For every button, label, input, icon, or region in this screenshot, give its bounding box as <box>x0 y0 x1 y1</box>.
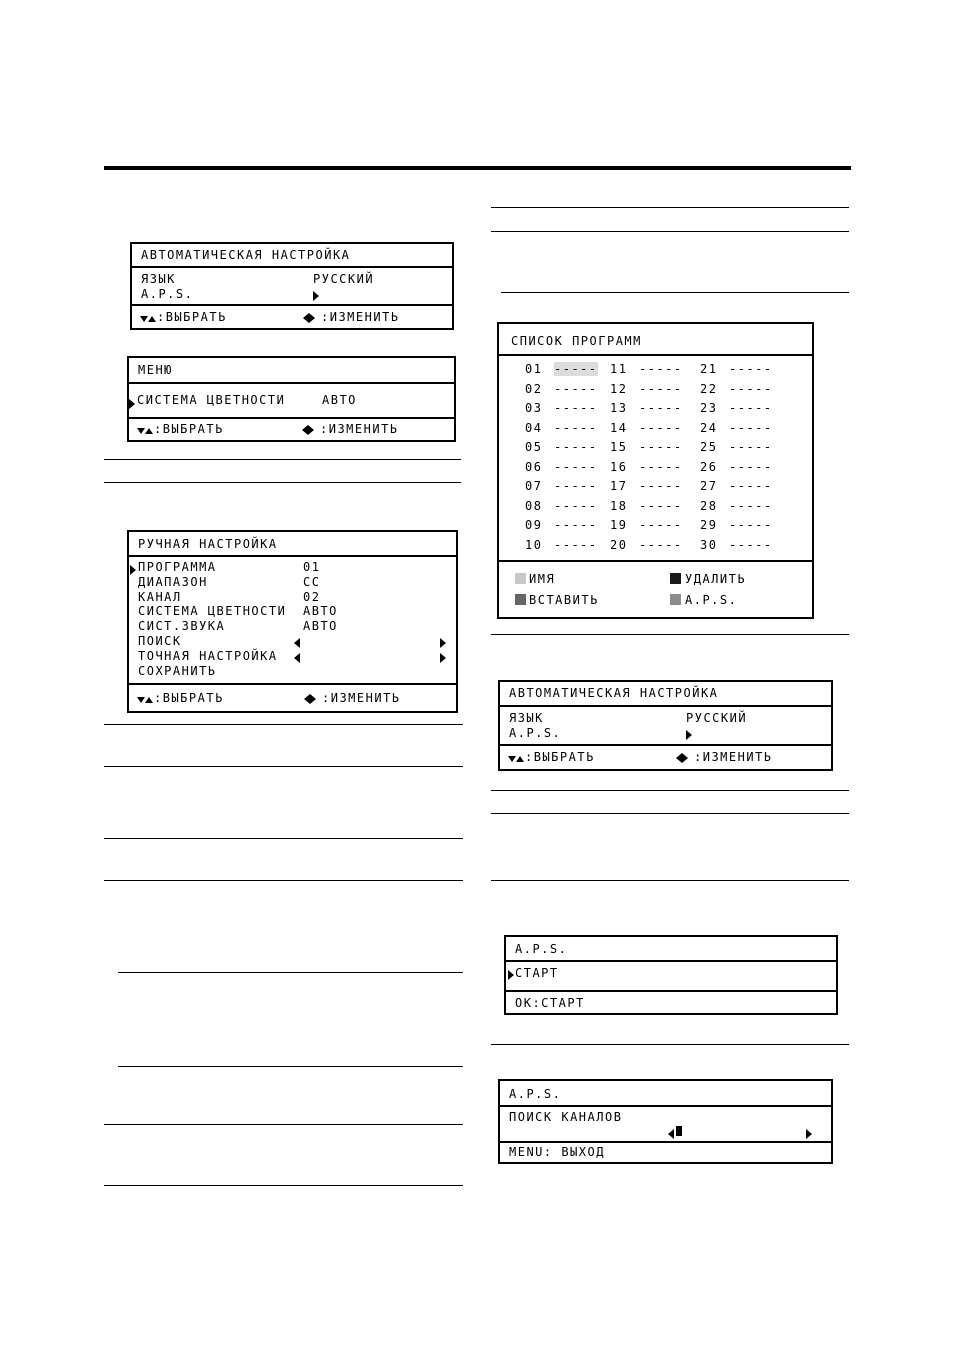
language-value[interactable]: РУССКИЙ <box>686 711 748 725</box>
program-name-slot[interactable]: ----- <box>554 362 598 376</box>
divider <box>491 790 849 791</box>
menu-item-value[interactable]: АВТО <box>303 604 338 618</box>
left-right-arrows-icon <box>304 691 316 705</box>
divider <box>491 1044 849 1045</box>
program-number[interactable]: 01 <box>525 362 543 376</box>
program-name-slot[interactable]: ----- <box>554 381 598 396</box>
search-right-arrow-icon[interactable] <box>440 635 446 649</box>
language-label: ЯЗЫК <box>141 272 176 286</box>
select-hint: :ВЫБРАТЬ <box>154 422 224 436</box>
panel-title: A.P.S. <box>515 942 568 956</box>
search-progress-fill <box>676 1126 682 1136</box>
program-number[interactable]: 29 <box>700 518 718 532</box>
down-up-arrows-icon <box>508 751 524 765</box>
menu-item-label[interactable]: ДИАПАЗОН <box>138 575 208 589</box>
program-name-slot[interactable]: ----- <box>639 440 683 454</box>
search-channels-label: ПОИСК КАНАЛОВ <box>509 1110 623 1124</box>
fine-tune-right-arrow-icon[interactable] <box>440 650 446 664</box>
divider <box>118 1066 463 1067</box>
program-number[interactable]: 13 <box>610 401 628 415</box>
program-grid <box>499 356 812 562</box>
panel-title: АВТОМАТИЧЕСКАЯ НАСТРОЙКА <box>141 248 351 262</box>
cursor-arrow-icon <box>508 967 514 981</box>
program-name-slot[interactable]: ----- <box>554 479 598 493</box>
arrow-right-icon[interactable] <box>313 288 319 302</box>
divider <box>104 1185 463 1186</box>
panel-title: РУЧНАЯ НАСТРОЙКА <box>138 537 278 551</box>
select-hint: :ВЫБРАТЬ <box>154 691 224 705</box>
change-hint: :ИЗМЕНИТЬ <box>320 422 399 436</box>
legend-midgray-square-icon <box>670 594 681 605</box>
menu-item-label[interactable]: ПРОГРАММА <box>138 560 217 574</box>
divider <box>501 292 849 293</box>
menu-item-value[interactable]: CC <box>303 575 321 589</box>
menu-item-value[interactable]: АВТО <box>303 619 338 633</box>
program-name-slot[interactable]: ----- <box>639 401 683 415</box>
program-list-panel <box>497 322 814 619</box>
program-number[interactable]: 12 <box>610 381 628 396</box>
program-name-slot[interactable]: ----- <box>729 362 773 376</box>
menu-item-label[interactable]: СИСТ.ЗВУКА <box>138 619 226 633</box>
divider <box>104 838 463 839</box>
auto-setup-panel <box>498 680 833 771</box>
program-number[interactable]: 05 <box>525 440 543 454</box>
header-rule <box>104 166 851 170</box>
divider <box>118 972 463 973</box>
program-number[interactable]: 14 <box>610 420 628 435</box>
program-number[interactable]: 15 <box>610 440 628 454</box>
program-number[interactable]: 30 <box>700 537 718 552</box>
legend-delete[interactable]: УДАЛИТЬ <box>685 572 747 586</box>
manual-setup-panel <box>127 530 458 713</box>
aps-start-panel <box>504 935 838 1015</box>
program-number[interactable]: 27 <box>700 479 718 493</box>
legend-insert[interactable]: ВСТАВИТЬ <box>529 593 599 607</box>
program-name-slot[interactable]: ----- <box>639 537 683 552</box>
program-number[interactable]: 04 <box>525 420 543 435</box>
menu-item-label[interactable]: СОХРАНИТЬ <box>138 664 217 678</box>
panel-title: АВТОМАТИЧЕСКАЯ НАСТРОЙКА <box>509 686 719 700</box>
program-name-slot[interactable]: ----- <box>639 420 683 435</box>
program-name-slot[interactable]: ----- <box>554 518 598 532</box>
color-system-label[interactable]: СИСТЕМА ЦВЕТНОСТИ <box>137 393 286 407</box>
program-number[interactable]: 23 <box>700 401 718 415</box>
divider <box>491 880 849 881</box>
program-name-slot[interactable]: ----- <box>729 420 773 435</box>
program-number[interactable]: 21 <box>700 362 718 376</box>
program-number[interactable]: 07 <box>525 479 543 493</box>
program-number[interactable]: 28 <box>700 498 718 513</box>
program-number[interactable]: 09 <box>525 518 543 532</box>
fine-tune-left-arrow-icon[interactable] <box>294 650 300 664</box>
menu-item-label[interactable]: КАНАЛ <box>138 590 182 604</box>
menu-item-label[interactable]: СИСТЕМА ЦВЕТНОСТИ <box>138 604 287 618</box>
program-name-slot[interactable]: ----- <box>639 459 683 474</box>
left-right-arrows-icon <box>302 422 314 436</box>
program-name-slot[interactable]: ----- <box>729 498 773 513</box>
program-number[interactable]: 08 <box>525 498 543 513</box>
progress-left-arrow-icon <box>668 1126 674 1140</box>
divider <box>104 880 463 881</box>
legend-name[interactable]: ИМЯ <box>529 572 556 586</box>
divider <box>104 482 461 483</box>
program-name-slot[interactable]: ----- <box>554 440 598 454</box>
program-name-slot[interactable]: ----- <box>554 537 598 552</box>
program-name-slot[interactable]: ----- <box>639 479 683 493</box>
divider <box>104 1124 463 1125</box>
auto-setup-panel <box>130 242 454 330</box>
divider <box>491 207 849 208</box>
menu-item-value[interactable]: 02 <box>303 590 321 604</box>
program-name-slot[interactable]: ----- <box>729 381 773 396</box>
ok-start-hint: OK:СТАРТ <box>515 996 585 1010</box>
program-name-slot[interactable]: ----- <box>554 420 598 435</box>
aps-label: A.P.S. <box>509 726 562 740</box>
aps-label: A.P.S. <box>141 287 194 301</box>
start-item[interactable]: СТАРТ <box>515 966 559 980</box>
divider <box>491 231 849 232</box>
progress-right-arrow-icon <box>806 1126 812 1140</box>
menu-item-label[interactable]: ТОЧНАЯ НАСТРОЙКА <box>138 649 278 663</box>
legend-gray-square-icon <box>515 573 526 584</box>
cursor-arrow-icon <box>130 562 136 576</box>
program-name-slot[interactable]: ----- <box>729 401 773 415</box>
program-name-slot[interactable]: ----- <box>729 440 773 454</box>
cursor-arrow-icon <box>129 396 135 410</box>
program-number[interactable]: 20 <box>610 537 628 552</box>
program-number[interactable]: 26 <box>700 459 718 474</box>
divider <box>491 813 849 814</box>
program-number[interactable]: 22 <box>700 381 718 396</box>
program-name-slot[interactable]: ----- <box>554 459 598 474</box>
language-label: ЯЗЫК <box>509 711 544 725</box>
divider <box>104 459 461 460</box>
legend-aps[interactable]: A.P.S. <box>685 593 738 607</box>
panel-title: МЕНЮ <box>138 363 173 377</box>
select-hint: :ВЫБРАТЬ <box>525 750 595 764</box>
program-name-slot[interactable]: ----- <box>639 362 683 376</box>
menu-panel <box>127 356 456 442</box>
program-number[interactable]: 19 <box>610 518 628 532</box>
change-hint: :ИЗМЕНИТЬ <box>321 310 400 324</box>
left-right-arrows-icon <box>676 750 688 764</box>
program-number[interactable]: 02 <box>525 381 543 396</box>
select-hint: :ВЫБРАТЬ <box>157 310 227 324</box>
program-number[interactable]: 03 <box>525 401 543 415</box>
left-right-arrows-icon <box>303 310 315 324</box>
program-number[interactable]: 25 <box>700 440 718 454</box>
program-name-slot[interactable]: ----- <box>729 518 773 532</box>
arrow-right-icon[interactable] <box>686 727 692 741</box>
panel-title: СПИСОК ПРОГРАММ <box>511 334 642 348</box>
legend-black-square-icon <box>670 573 681 584</box>
program-number[interactable]: 24 <box>700 420 718 435</box>
program-number[interactable]: 17 <box>610 479 628 493</box>
program-number[interactable]: 10 <box>525 537 543 552</box>
program-name-slot[interactable]: ----- <box>639 381 683 396</box>
language-value[interactable]: РУССКИЙ <box>313 272 375 286</box>
aps-search-panel <box>498 1079 833 1164</box>
search-left-arrow-icon[interactable] <box>294 635 300 649</box>
color-system-value[interactable]: АВТО <box>322 393 357 407</box>
search-progress-track <box>676 1126 801 1136</box>
program-name-slot[interactable]: ----- <box>639 518 683 532</box>
program-name-slot[interactable]: ----- <box>554 498 598 513</box>
change-hint: :ИЗМЕНИТЬ <box>694 750 773 764</box>
program-number[interactable]: 06 <box>525 459 543 474</box>
menu-item-value[interactable]: 01 <box>303 560 321 574</box>
divider <box>104 766 463 767</box>
panel-title: A.P.S. <box>509 1087 562 1101</box>
divider <box>491 634 849 635</box>
menu-exit-hint: MENU: ВЫХОД <box>509 1145 605 1159</box>
divider <box>104 724 463 725</box>
program-number[interactable]: 11 <box>610 362 628 376</box>
down-up-arrows-icon <box>140 311 156 325</box>
program-name-slot[interactable]: ----- <box>729 479 773 493</box>
legend-darkgray-square-icon <box>515 594 526 605</box>
down-up-arrows-icon <box>137 423 153 437</box>
down-up-arrows-icon <box>137 692 153 706</box>
program-number[interactable]: 18 <box>610 498 628 513</box>
change-hint: :ИЗМЕНИТЬ <box>322 691 401 705</box>
menu-item-label[interactable]: ПОИСК <box>138 634 182 648</box>
program-name-slot[interactable]: ----- <box>729 459 773 474</box>
program-name-slot[interactable]: ----- <box>554 401 598 415</box>
program-name-slot[interactable]: ----- <box>639 498 683 513</box>
program-name-slot[interactable]: ----- <box>729 537 773 552</box>
program-number[interactable]: 16 <box>610 459 628 474</box>
